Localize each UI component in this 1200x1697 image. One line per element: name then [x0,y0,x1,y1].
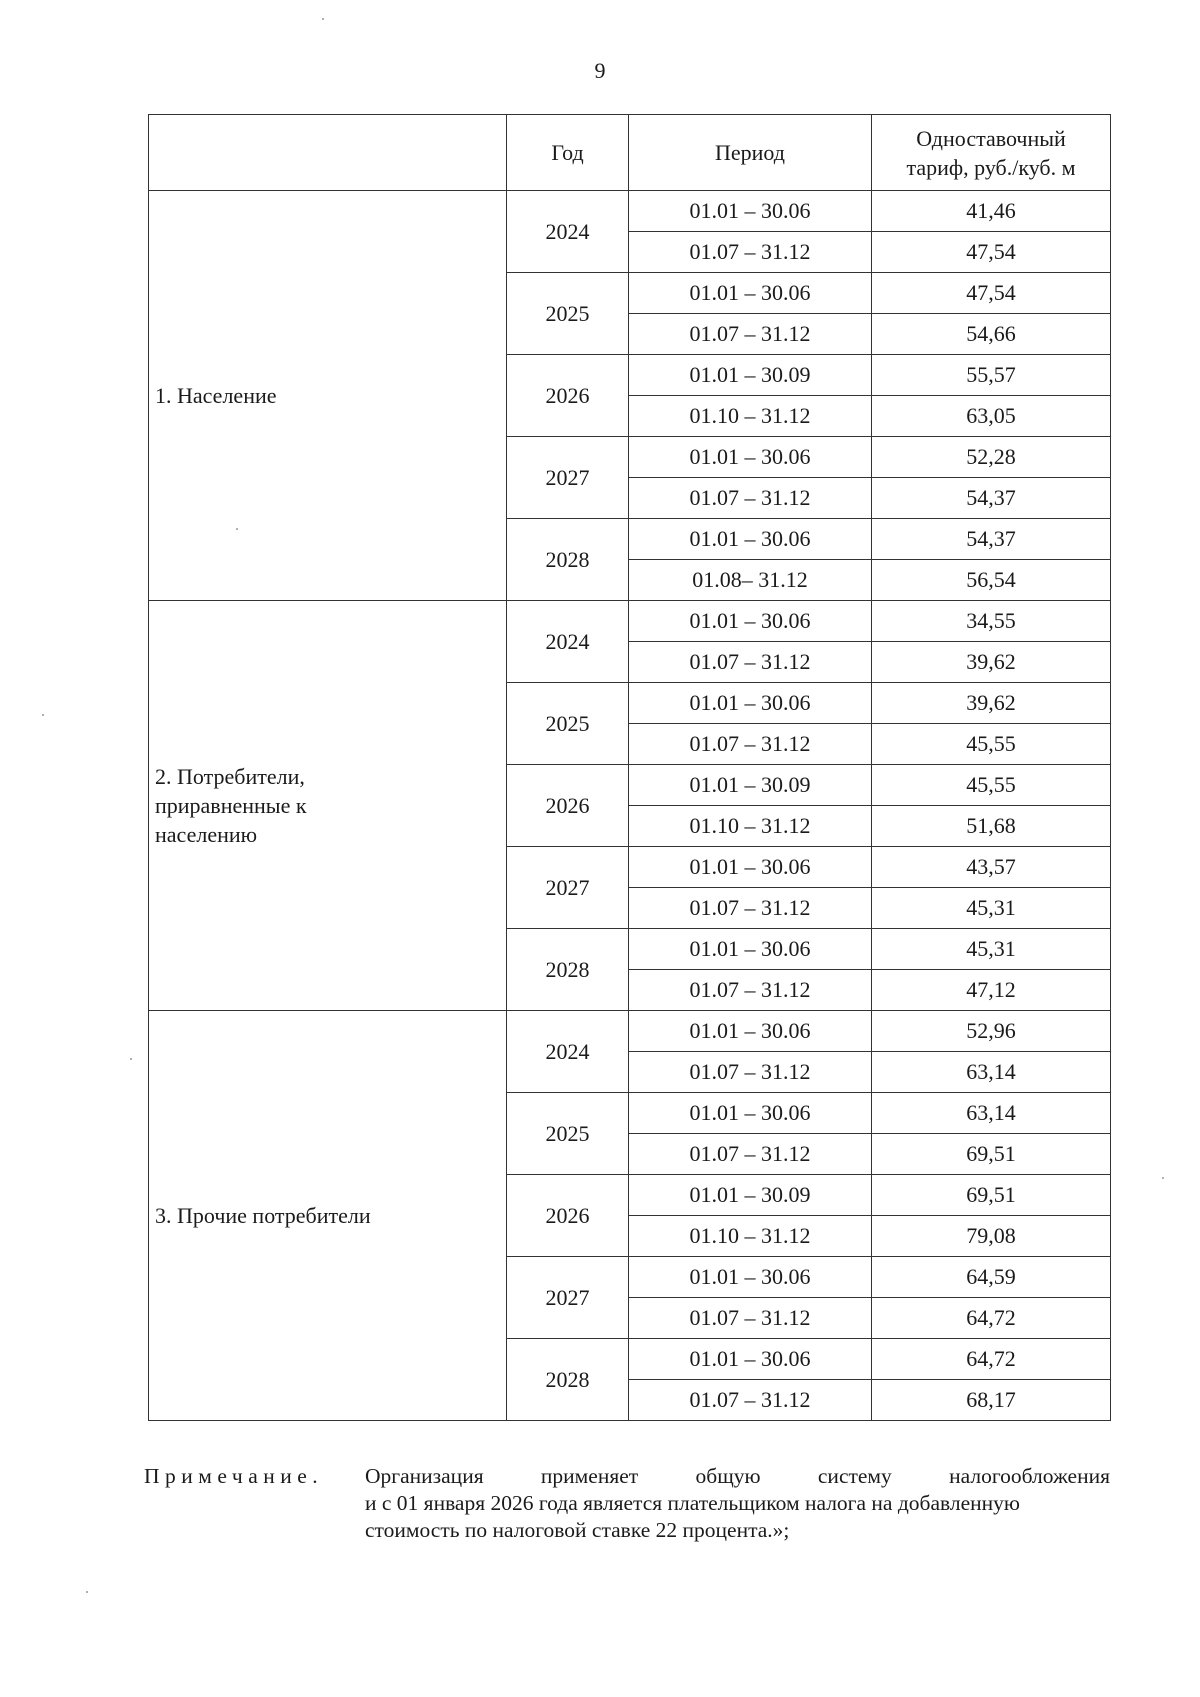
tariff-cell: 64,59 [872,1257,1111,1298]
period-cell: 01.07 – 31.12 [629,1298,872,1339]
note-text [365,1463,1110,1544]
period-cell: 01.07 – 31.12 [629,478,872,519]
tariff-cell: 54,37 [872,478,1111,519]
year-cell: 2024 [507,191,629,273]
tariff-cell: 45,31 [872,888,1111,929]
period-cell: 01.07 – 31.12 [629,232,872,273]
year-cell: 2025 [507,1093,629,1175]
year-cell: 2027 [507,1257,629,1339]
table-header-row [149,115,1111,191]
tariff-cell: 64,72 [872,1339,1111,1380]
period-cell: 01.01 – 30.09 [629,355,872,396]
year-cell: 2024 [507,601,629,683]
year-cell: 2026 [507,355,629,437]
tariff-cell: 54,66 [872,314,1111,355]
period-cell: 01.10 – 31.12 [629,396,872,437]
period-cell: 01.07 – 31.12 [629,1052,872,1093]
year-cell: 2024 [507,1011,629,1093]
period-cell: 01.01 – 30.06 [629,1011,872,1052]
tariff-cell: 45,31 [872,929,1111,970]
tariff-cell: 43,57 [872,847,1111,888]
period-cell: 01.08– 31.12 [629,560,872,601]
period-cell: 01.01 – 30.06 [629,1339,872,1380]
scan-speck [130,1058,132,1060]
tariff-table [148,114,1111,1421]
tariff-cell: 63,14 [872,1052,1111,1093]
note-word: налогообложения [949,1464,1110,1488]
tariff-cell: 47,54 [872,232,1111,273]
tariff-cell: 69,51 [872,1175,1111,1216]
period-cell: 01.07 – 31.12 [629,642,872,683]
year-cell: 2027 [507,847,629,929]
header-year: Год [507,115,629,191]
year-cell: 2028 [507,1339,629,1421]
tariff-cell: 39,62 [872,642,1111,683]
period-cell: 01.01 – 30.06 [629,519,872,560]
period-cell: 01.01 – 30.06 [629,437,872,478]
page-number: 9 [594,58,606,83]
scan-speck [236,528,238,530]
period-cell: 01.01 – 30.06 [629,191,872,232]
tariff-cell: 63,05 [872,396,1111,437]
tariff-cell: 52,28 [872,437,1111,478]
period-cell: 01.07 – 31.12 [629,724,872,765]
tariff-cell: 55,57 [872,355,1111,396]
category-cell: 3. Прочие потребители [149,1011,507,1421]
period-cell: 01.01 – 30.06 [629,601,872,642]
period-cell: 01.01 – 30.09 [629,765,872,806]
period-cell: 01.01 – 30.06 [629,683,872,724]
scan-speck [86,1591,88,1593]
category-cell: 1. Население [149,191,507,601]
year-cell: 2026 [507,1175,629,1257]
tariff-cell: 68,17 [872,1380,1111,1421]
note-line-3: стоимость по налоговой ставке 22 процента.»; [365,1518,790,1542]
table-row [149,1011,1111,1052]
table-body [149,191,1111,1421]
note-word: Организация [365,1464,484,1488]
period-cell: 01.01 – 30.09 [629,1175,872,1216]
tariff-cell: 51,68 [872,806,1111,847]
note-label: Примечание. [144,1464,324,1488]
note-word: общую [695,1464,761,1488]
table-row [149,191,1111,232]
tariff-cell: 79,08 [872,1216,1111,1257]
year-cell: 2025 [507,683,629,765]
tariff-cell: 52,96 [872,1011,1111,1052]
tariff-cell: 63,14 [872,1093,1111,1134]
period-cell: 01.07 – 31.12 [629,1134,872,1175]
period-cell: 01.01 – 30.06 [629,847,872,888]
period-cell: 01.07 – 31.12 [629,314,872,355]
tariff-cell: 34,55 [872,601,1111,642]
tariff-cell: 56,54 [872,560,1111,601]
tariff-cell: 54,37 [872,519,1111,560]
category-cell: 2. Потребители, приравненные к населению [149,601,507,1011]
period-cell: 01.01 – 30.06 [629,1093,872,1134]
year-cell: 2025 [507,273,629,355]
tariff-cell: 64,72 [872,1298,1111,1339]
period-cell: 01.07 – 31.12 [629,1380,872,1421]
tariff-cell: 39,62 [872,683,1111,724]
tariff-cell: 45,55 [872,765,1111,806]
scan-speck [42,714,44,716]
scan-speck [1162,1177,1164,1179]
period-cell: 01.07 – 31.12 [629,888,872,929]
tariff-cell: 41,46 [872,191,1111,232]
header-category [149,115,507,191]
header-tariff: Одноставочный тариф, руб./куб. м [872,115,1111,191]
header-period: Период [629,115,872,191]
year-cell: 2028 [507,519,629,601]
year-cell: 2027 [507,437,629,519]
tariff-cell: 47,12 [872,970,1111,1011]
note-line-1 [365,1463,1110,1490]
note-word: систему [817,1464,892,1488]
tariff-cell: 45,55 [872,724,1111,765]
note-word: применяет [540,1464,639,1488]
note-line-2: и с 01 января 2026 года является плательщиком налога на добавленную [365,1491,1020,1515]
year-cell: 2028 [507,929,629,1011]
table-row [149,601,1111,642]
period-cell: 01.01 – 30.06 [629,1257,872,1298]
period-cell: 01.01 – 30.06 [629,273,872,314]
period-cell: 01.10 – 31.12 [629,806,872,847]
year-cell: 2026 [507,765,629,847]
tariff-cell: 47,54 [872,273,1111,314]
scan-speck [322,18,324,20]
tariff-cell: 69,51 [872,1134,1111,1175]
period-cell: 01.07 – 31.12 [629,970,872,1011]
period-cell: 01.10 – 31.12 [629,1216,872,1257]
period-cell: 01.01 – 30.06 [629,929,872,970]
